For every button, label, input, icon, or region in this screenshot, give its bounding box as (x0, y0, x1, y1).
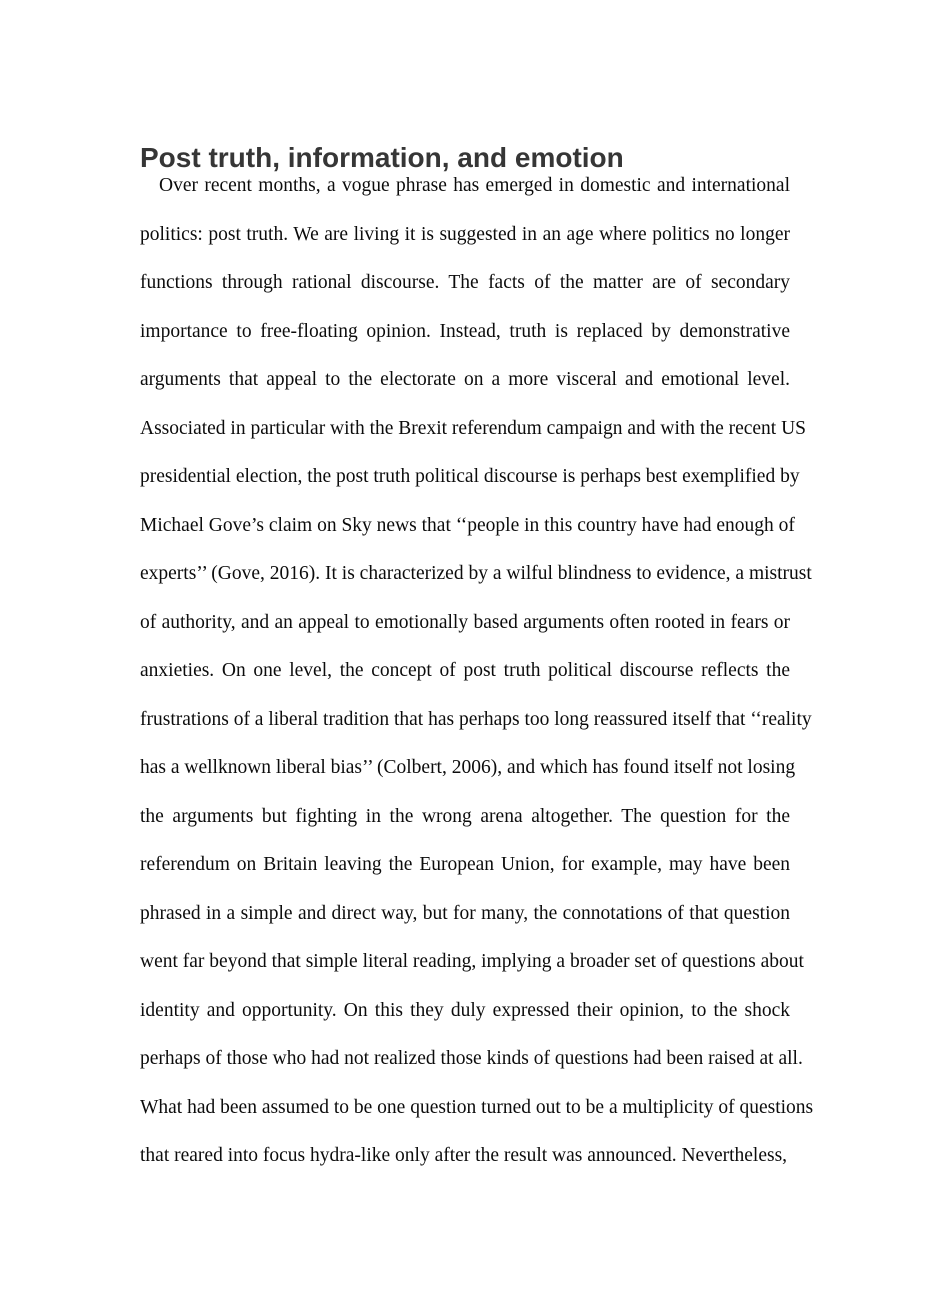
paragraph-line: that reared into focus hydra-like only after the result was announced. Nevertheless, (140, 1145, 788, 1166)
paragraph-line: identity and opportunity. On this they duly expressed their opinion, to the shock (140, 999, 790, 1021)
paragraph-line: referendum on Britain leaving the European Union, for example, may have been (140, 854, 790, 875)
paragraph-line: politics: post truth. We are living it is suggested in an age where politics no longer (140, 223, 790, 245)
paragraph-line: anxieties. On one level, the concept of post truth political discourse reflects the (140, 660, 790, 681)
paragraph-line: importance to free-floating opinion. Instead, truth is replaced by demonstrative (140, 320, 790, 342)
paragraph-line: perhaps of those who had not realized those kinds of questions had been raised at all. (140, 1048, 803, 1069)
paragraph-line: went far beyond that simple literal reading, implying a broader set of questions about (140, 951, 804, 972)
paragraph-line: Associated in particular with the Brexit referendum campaign and with the recent US (140, 417, 807, 439)
page-title: Post truth, information, and emotion (140, 141, 624, 173)
paragraph-line: frustrations of a liberal tradition that has perhaps too long reassured itself that ‘‘reality (140, 708, 812, 730)
paragraph-line: phrased in a simple and direct way, but for many, the connotations of that question (140, 902, 790, 924)
paragraph-line: experts’’ (Gove, 2016). It is characterized by a wilful blindness to evidence, a mistrust (140, 563, 812, 584)
paragraph-line: Over recent months, a vogue phrase has emerged in domestic and international (159, 175, 790, 196)
paragraph-line: has a wellknown liberal bias’’ (Colbert, 2006), and which has found itself not losing (140, 757, 796, 778)
paragraph-line: arguments that appeal to the electorate on a more visceral and emotional level. (140, 369, 790, 390)
paragraph-line: What had been assumed to be one question turned out to be a multiplicity of questions (140, 1096, 814, 1118)
paragraph-line: Michael Gove’s claim on Sky news that ‘‘people in this country have had enough of (140, 514, 795, 536)
body-paragraph (140, 162, 814, 1181)
paragraph-line: presidential election, the post truth political discourse is perhaps best exemplified by (140, 466, 800, 487)
paragraph-line: the arguments but fighting in the wrong arena altogether. The question for the (140, 805, 790, 827)
paragraph-line: of authority, and an appeal to emotionally based arguments often rooted in fears or (140, 611, 790, 633)
paragraph-line: functions through rational discourse. The facts of the matter are of secondary (140, 272, 790, 293)
